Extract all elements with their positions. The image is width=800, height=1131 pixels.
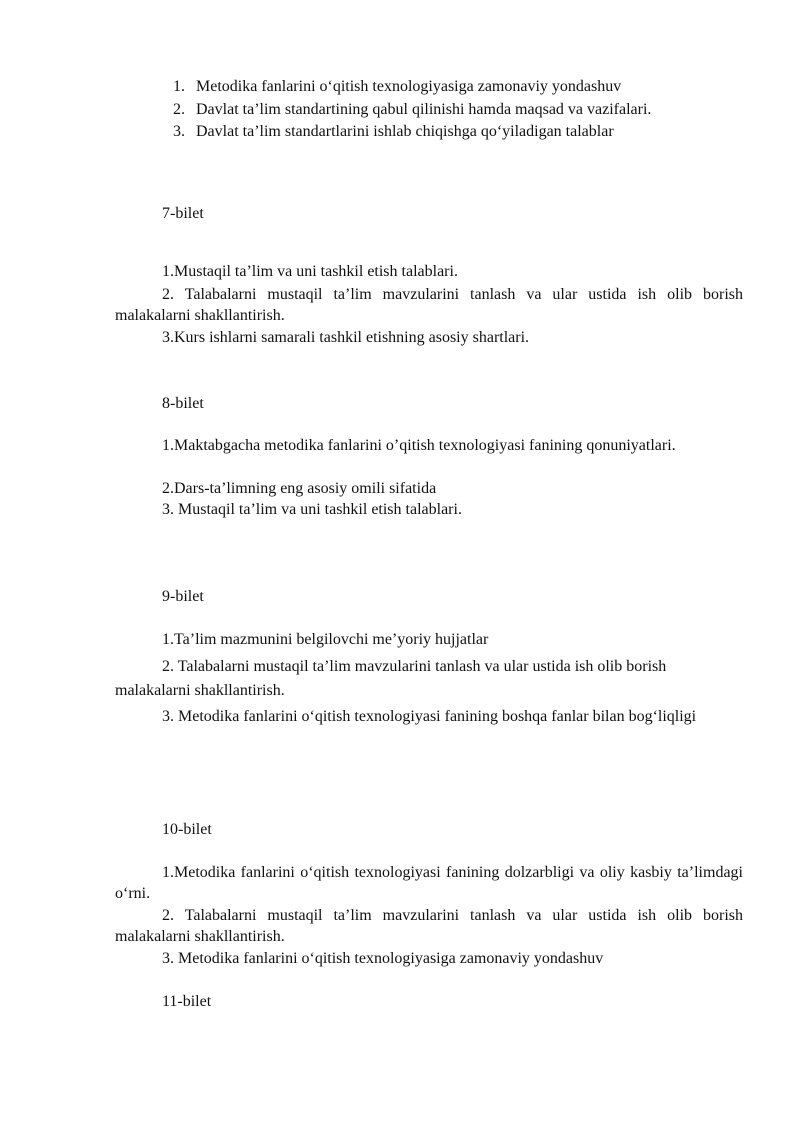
ticket-7-question-2: 2. Talabalarni mustaqil ta’lim mavzularini tanlash va ular ustida ish olib borish malakalarni shakllantirish.	[115, 286, 743, 324]
ticket-10-question-3: 3. Metodika fanlarini o‘qitish texnologiyasiga zamonaviy yondashuv	[162, 950, 604, 967]
intro-list-item	[173, 100, 651, 120]
ticket-7-question-1: 1.Mustaqil ta’lim va uni tashkil etish talablari.	[162, 263, 458, 280]
ticket-heading-9: 9-bilet	[162, 588, 204, 605]
list-text: Davlat ta’lim standartlarini ishlab chiqishga qo‘yiladigan talablar	[196, 123, 614, 140]
list-text: Metodika fanlarini o‘qitish texnologiyasiga zamonaviy yondashuv	[196, 78, 622, 95]
ticket-10-question-1: 1.Metodika fanlarini o‘qitish texnologiyasi fanining dolzarbligi va oliy kasbiy ta’limdagi o‘rni.	[115, 864, 743, 902]
ticket-heading-10: 10-bilet	[162, 821, 212, 838]
list-number: 1.	[173, 78, 185, 95]
ticket-10-question-2: 2. Talabalarni mustaqil ta’lim mavzularini tanlash va ular ustida ish olib borish malakalarni shakllantirish.	[115, 907, 743, 945]
ticket-9-question-2: 2. Talabalarni mustaqil ta’lim mavzularini tanlash va ular ustida ish olib borish malakalarni shakllantirish.	[115, 658, 667, 699]
ticket-9-question-1: 1.Ta’lim mazmunini belgilovchi me’yoriy hujjatlar	[162, 631, 489, 648]
list-text: Davlat ta’lim standartining qabul qilinishi hamda maqsad va vazifalari.	[196, 101, 652, 118]
ticket-8-question-1: 1.Maktabgacha metodika fanlarini o’qitish texnologiyasi fanining qonuniyatlari.	[162, 437, 676, 454]
ticket-heading-7: 7-bilet	[162, 205, 204, 222]
ticket-8-question-2: 2.Dars-ta’limning eng asosiy omili sifatida	[162, 480, 437, 497]
intro-list-item	[173, 122, 614, 142]
list-number: 2.	[173, 101, 185, 118]
list-number: 3.	[173, 123, 185, 140]
ticket-8-question-3: 3. Mustaqil ta’lim va uni tashkil etish talablari.	[162, 501, 462, 518]
ticket-heading-8: 8-bilet	[162, 395, 204, 412]
intro-list-item	[173, 77, 621, 97]
ticket-heading-11: 11-bilet	[162, 993, 212, 1010]
ticket-7-question-3: 3.Kurs ishlarni samarali tashkil etishning asosiy shartlari.	[162, 329, 530, 346]
ticket-9-question-3: 3. Metodika fanlarini o‘qitish texnologiyasi fanining boshqa fanlar bilan bog‘liqligi	[162, 708, 697, 725]
